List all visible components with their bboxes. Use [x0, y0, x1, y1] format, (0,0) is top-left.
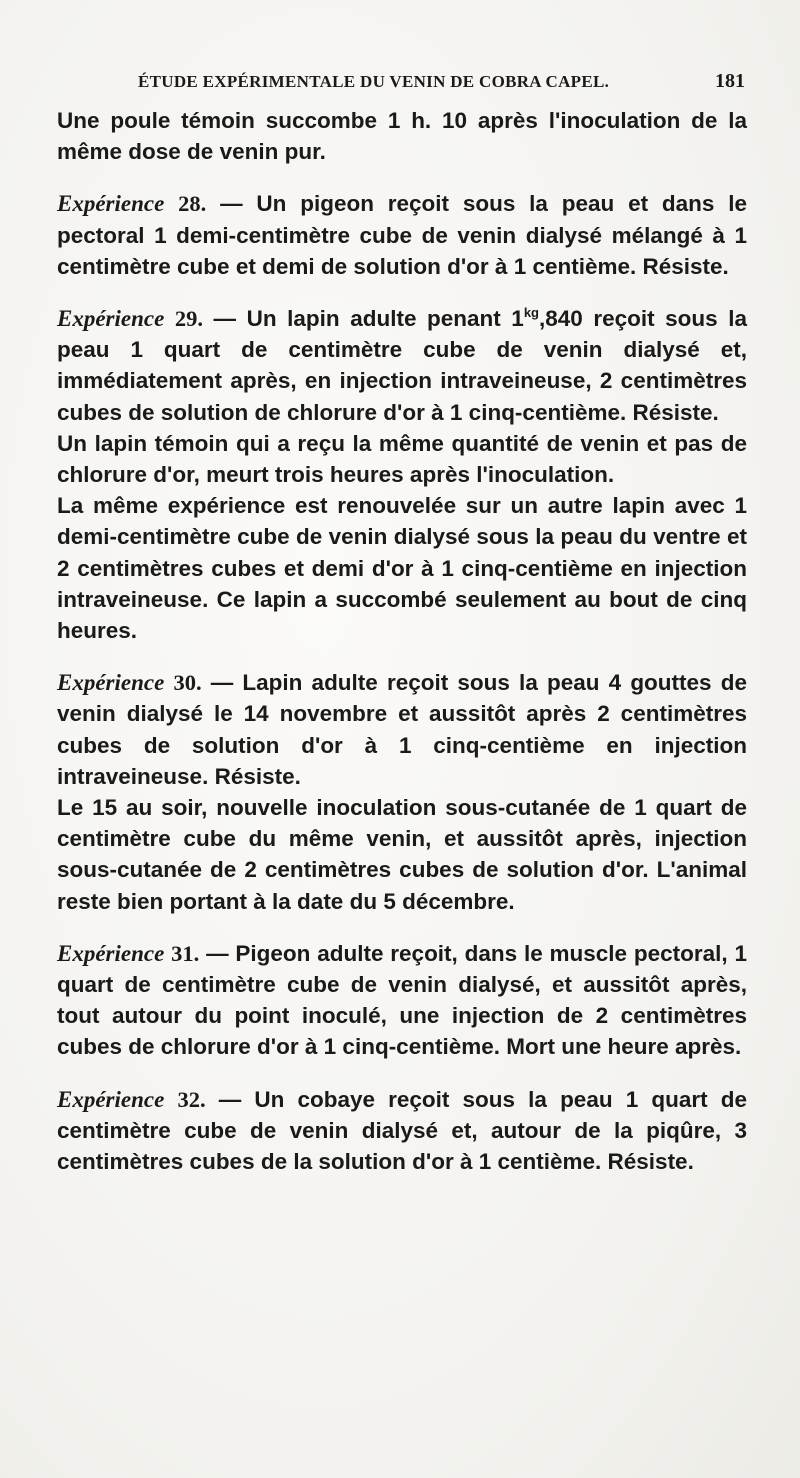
- paragraph-text: — Un cobaye reçoit sous la peau 1 quart de centimètre cube de venin dialysé et, autour de la piqûre, 3 centimètres cubes de la solution d'or à 1 centième. Résiste.: [57, 1086, 747, 1175]
- experience-number: 29.: [174, 306, 203, 332]
- experience-title: Expérience: [57, 670, 165, 696]
- paragraph-text-start: — Un lapin adulte penant 1: [203, 306, 524, 332]
- running-head: ÉTUDE EXPÉRIMENTALE DU VENIN DE COBRA CAPEL.: [138, 72, 610, 91]
- experience-title: Expérience: [57, 1086, 165, 1112]
- paragraph-text: — Pigeon adulte reçoit, dans le muscle pectoral, 1 quart de centimètre cube de venin dialysé, et aussitôt après, tout autour du point inoculé, une injection de 2 centimètres cubes de chlorure d'or à 1 cinq-centième. Mort une heure après.: [57, 940, 747, 1060]
- experience-number: 31.: [171, 940, 200, 966]
- experience-number: 30.: [173, 670, 202, 696]
- unit-superscript: kg: [523, 305, 539, 321]
- page-body: [57, 105, 747, 1177]
- experience-title: Expérience: [57, 191, 165, 217]
- paragraph-text: — Lapin adulte reçoit sous la peau 4 gouttes de venin dialysé le 14 novembre et aussitôt après 2 centimètres cubes de solution d'or à 1 cinq-centième en injection intraveineuse. Résiste.: [57, 670, 747, 789]
- paragraph-experience-30: [57, 667, 747, 792]
- experience-number: 28.: [178, 191, 207, 217]
- paragraph-text: Le 15 au soir, nouvelle inoculation sous-cutanée de 1 quart de centimètre cube du même venin, et aussitôt après, injection sous-cutanée de 2 centimètres cubes de solution d'or. L'animal reste bien portant à la date du 5 décembre.: [57, 795, 747, 914]
- page-number: 181: [715, 70, 745, 92]
- experience-title: Expérience: [57, 940, 165, 966]
- paragraph-control-hen: [57, 105, 747, 167]
- paragraph-text: La même expérience est renouvelée sur un autre lapin avec 1 demi-centimètre cube de venin dialysé sous la peau du ventre et 2 centimètres cubes et demi d'or à 1 cinq-centième en injection intraveineuse. Ce lapin a succombé seulement au bout de cinq heures.: [57, 493, 747, 644]
- paragraph-text: Une poule témoin succombe 1 h. 10 après l'inoculation de la même dose de venin pur.: [57, 108, 747, 165]
- paragraph-text: Un lapin témoin qui a reçu la même quantité de venin et pas de chlorure d'or, meurt trois heures après l'inoculation.: [57, 430, 747, 488]
- paragraph-repeat-experiment: [57, 490, 747, 646]
- paragraph-experience-28: [57, 188, 747, 282]
- paragraph-experience-32: [57, 1084, 747, 1178]
- paragraph-control-rabbit: [57, 428, 747, 490]
- paragraph-experience-31: [57, 938, 747, 1063]
- paragraph-text: — Un pigeon reçoit sous la peau et dans le pectoral 1 demi-centimètre cube de venin dialysé mélangé à 1 centimètre cube et demi de solution d'or à 1 centième. Résiste.: [57, 191, 747, 279]
- paragraph-experience-29: [57, 303, 747, 428]
- page-header: [55, 70, 745, 100]
- experience-title: Expérience: [57, 306, 165, 332]
- paragraph-second-inoculation: [57, 792, 747, 917]
- experience-number: 32.: [177, 1086, 206, 1112]
- paragraph-text: ,840 reçoit sous la peau 1 quart de centimètre cube de venin dialysé et, immédiatement après, en injection intraveineuse, 2 centimètres cubes de solution de chlorure d'or à 1 cinq-centième. Résiste.: [57, 306, 747, 425]
